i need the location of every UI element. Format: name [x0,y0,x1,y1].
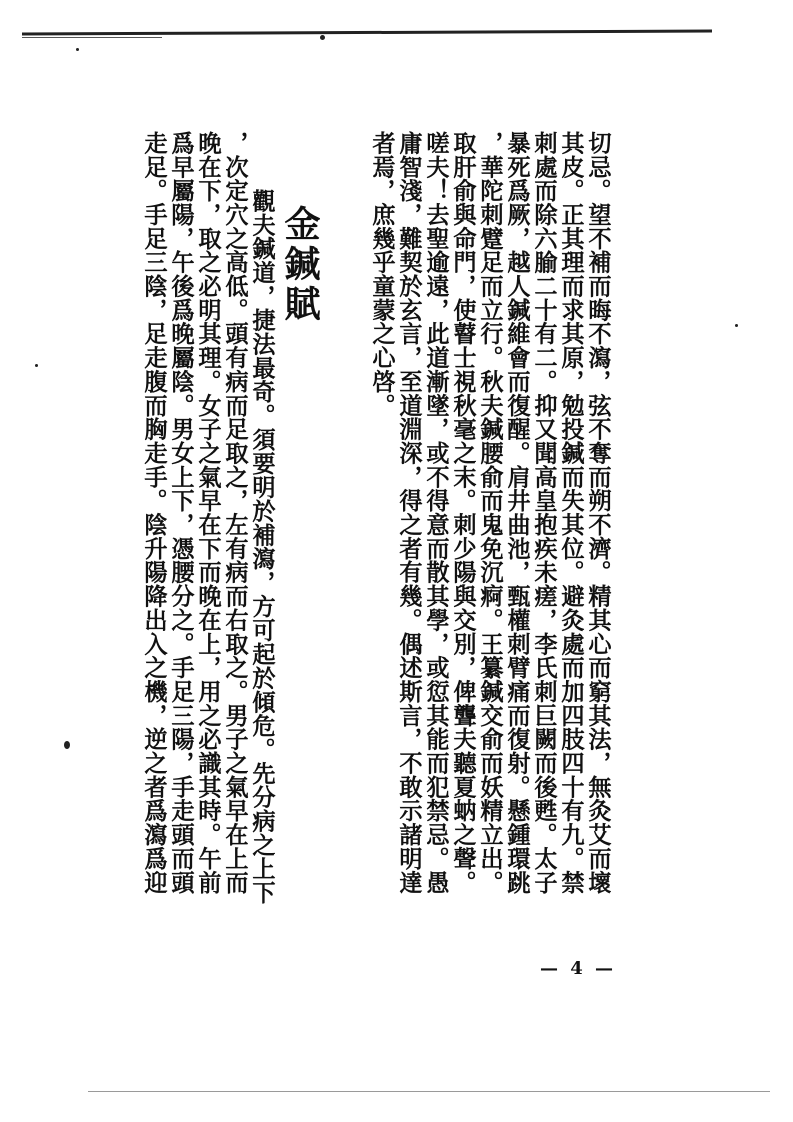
text-column: 暴死爲厥，越人鍼維會而復醒。肩井曲池，甄權刺臂痛而復射。懸鍾環跳 [503,131,530,895]
text-column: ，華陀刺躄足而立行。秋夫鍼腰俞而鬼免沉痾。王纂鍼交俞而妖精立出。 [476,131,503,895]
ink-speck [76,48,79,51]
text-column: 切忌。望不補而晦不瀉，弦不奪而朔不濟。精其心而窮其法，無灸艾而壞 [584,131,611,895]
ink-speck [735,324,738,327]
text-column: 其皮。正其理而求其原，勉投鍼而失其位。避灸處而加四肢四十有九。禁 [557,131,584,895]
text-column: 取肝俞與命門，使瞽士視秋毫之末。刺少陽與交別，俾聾夫聽夏蚋之聲。 [449,131,476,895]
ink-speck [35,364,38,367]
text-column: 走足。手足三陰，足走腹而胸走手。陰升陽降出入之機，逆之者爲瀉爲迎 [140,131,167,895]
page-number: — 4 — [540,958,617,979]
text-column: 爲早屬陽，午後爲晚屬陰。男女上下，憑腰分之。手足三陽，手走頭而頭 [167,131,194,895]
bottom-border-rule [88,1091,770,1092]
text-column: 晚在下，取之必明其理。女子之氣早在下而晚在上，用之必識其時。午前 [194,131,221,895]
text-column: 刺處而除六腧二十有二。抑又聞高皇抱疾未瘥，李氏刺巨闕而後甦。太子 [530,131,557,895]
text-column: 嗟夫！去聖逾遠，此道漸墜，或不得意而散其學，或愆其能而犯禁忌。愚 [422,131,449,895]
text-column: 庸智淺，難契於玄言，至道淵深，得之者有幾。偶述斯言，不敢示諸明達 [395,131,422,895]
top-border-rule-secondary [22,37,162,38]
text-column: 觀夫鍼道，捷法最奇。須要明於補瀉，方可起於傾危。先分病之上下 [248,189,275,905]
ink-speck [64,741,70,749]
text-column: ，次定穴之高低。頭有病而足取之，左有病而右取之。男子之氣早在上而 [221,131,248,895]
text-column: 者焉，庶幾乎童蒙之心啓。 [368,131,395,418]
top-border-rule [22,29,712,35]
ink-speck [320,35,325,40]
section-title: 金鍼賦 [279,205,321,325]
